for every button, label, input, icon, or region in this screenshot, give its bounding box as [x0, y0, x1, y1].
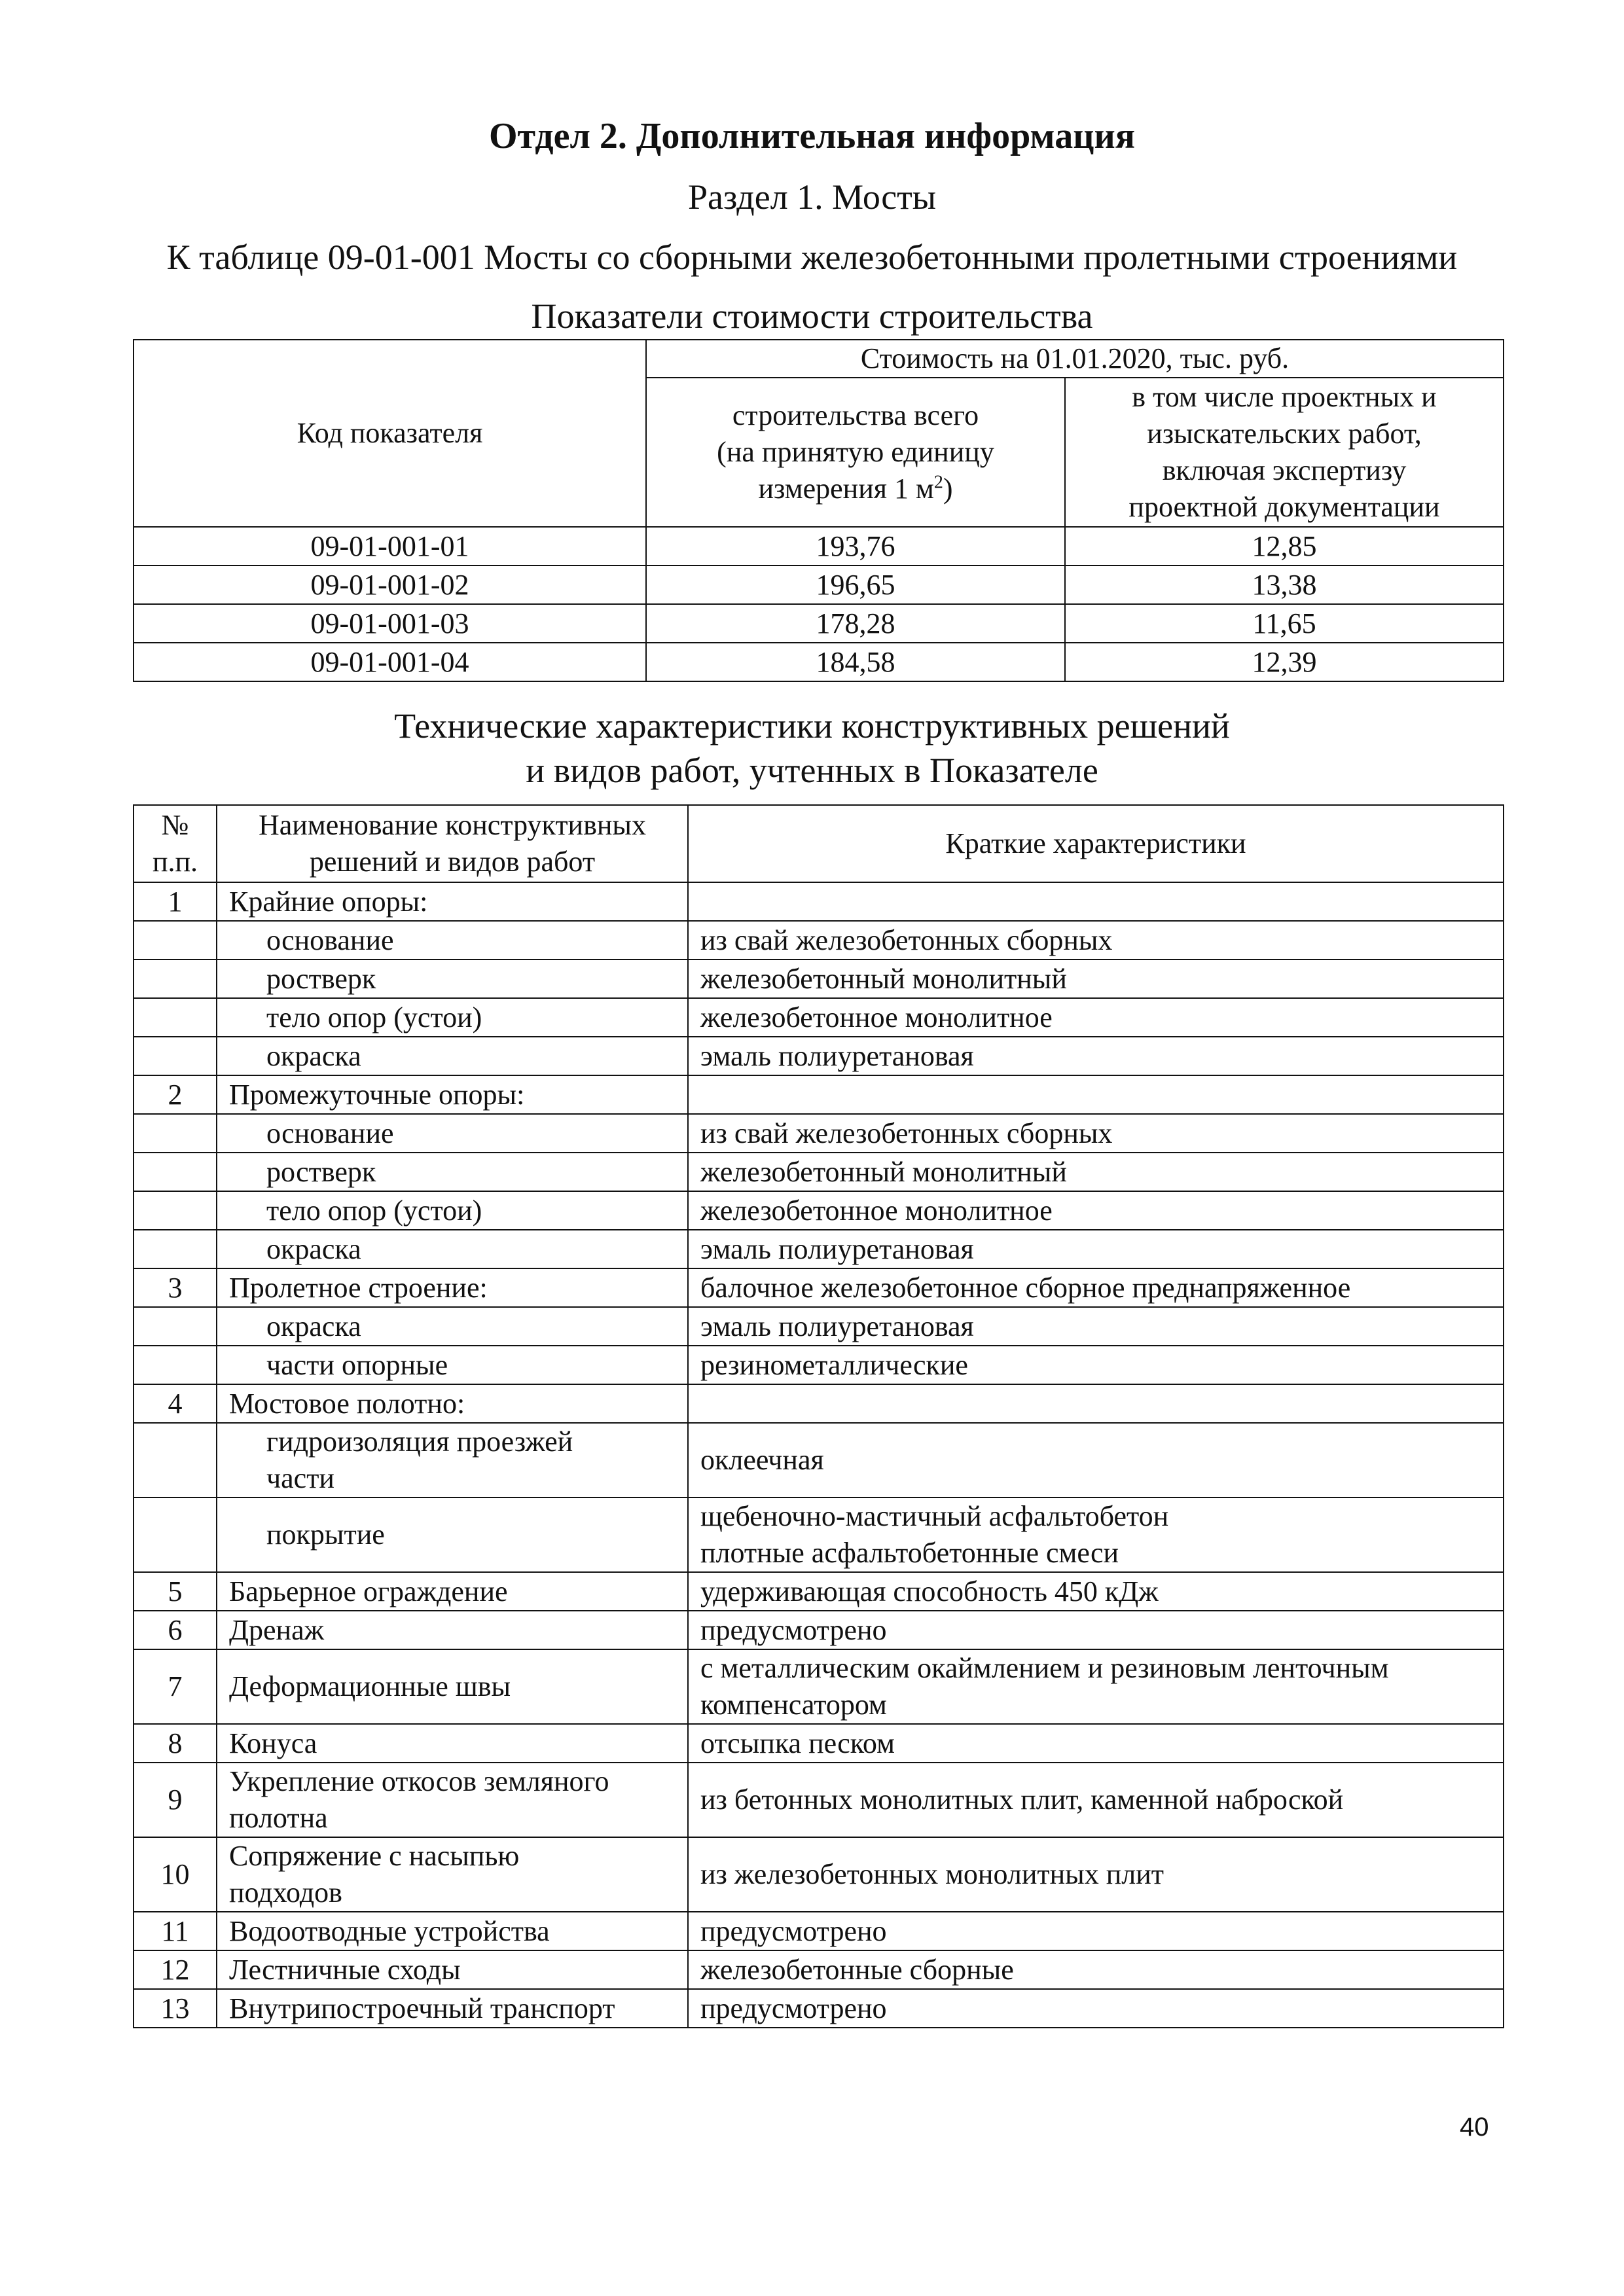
tech-num-cell: 12 — [134, 1950, 217, 1989]
cost-table-body — [134, 527, 1504, 681]
tech-name-line2: части — [266, 1462, 334, 1494]
tech-table-row — [134, 1307, 1504, 1346]
cost-header-total-sup: 2 — [933, 472, 943, 493]
cost-code-cell: 09-01-001-04 — [134, 643, 646, 681]
tech-table-row — [134, 1989, 1504, 2028]
tech-header-name-line2: решений и видов работ — [309, 846, 596, 878]
tech-name-line1: тело опор (устои) — [266, 1001, 482, 1033]
tech-table-row — [134, 1423, 1504, 1498]
page-number: 40 — [1460, 2113, 1489, 2142]
tech-name-cell — [217, 1763, 688, 1837]
tech-name-cell — [217, 1307, 688, 1346]
cost-header-design-line4: проектной документации — [1128, 491, 1440, 523]
tech-name-line1: гидроизоляция проезжей — [266, 1426, 573, 1458]
cost-header-total-line1: строительства всего — [732, 399, 979, 431]
tech-num-cell — [134, 1037, 217, 1075]
tech-name-line1: Крайние опоры: — [229, 885, 428, 918]
tech-table-row — [134, 960, 1504, 998]
tech-table-title-line2: и видов работ, учтенных в Показателе — [526, 751, 1098, 790]
tech-name-cell — [217, 1950, 688, 1989]
tech-desc-line1: резинометаллические — [700, 1348, 968, 1381]
tech-num-cell: 3 — [134, 1268, 217, 1307]
tech-desc-cell — [688, 1498, 1504, 1572]
tech-name-cell — [217, 960, 688, 998]
tech-desc-line2: компенсатором — [700, 1689, 887, 1721]
tech-desc-cell — [688, 1384, 1504, 1423]
tech-desc-line1: балочное железобетонное сборное преднапряженное — [700, 1271, 1351, 1304]
cost-total-cell: 178,28 — [646, 604, 1065, 643]
tech-name-cell — [217, 1989, 688, 2028]
tech-desc-cell — [688, 1037, 1504, 1075]
cost-code-cell: 09-01-001-02 — [134, 565, 646, 604]
tech-num-cell: 10 — [134, 1837, 217, 1912]
tech-desc-cell — [688, 1649, 1504, 1724]
cost-header-total-line3 — [659, 471, 1053, 507]
tech-num-cell — [134, 1153, 217, 1191]
cost-total-cell: 196,65 — [646, 565, 1065, 604]
cost-design-cell: 12,85 — [1065, 527, 1504, 565]
tech-name-line1: покрытие — [266, 1518, 385, 1551]
tech-table-row — [134, 921, 1504, 960]
cost-table-row — [134, 604, 1504, 643]
tech-desc-cell — [688, 1611, 1504, 1649]
tech-name-cell — [217, 921, 688, 960]
tech-table-title — [0, 704, 1624, 793]
tech-name-cell — [217, 1498, 688, 1572]
cost-header-total-tail: ) — [943, 473, 953, 505]
tech-name-line1: основание — [266, 1117, 394, 1149]
tech-num-cell — [134, 1230, 217, 1268]
tech-desc-line1: оклеечная — [700, 1444, 824, 1476]
cost-design-cell: 12,39 — [1065, 643, 1504, 681]
tech-name-line1: Деформационные швы — [229, 1670, 511, 1702]
tech-desc-cell — [688, 921, 1504, 960]
cost-design-cell: 11,65 — [1065, 604, 1504, 643]
department-title: Отдел 2. Дополнительная информация — [488, 116, 1136, 156]
tech-header-desc: Краткие характеристики — [688, 805, 1504, 882]
tech-name-line1: ростверк — [266, 962, 376, 995]
tech-num-cell: 11 — [134, 1912, 217, 1950]
tech-desc-cell — [688, 882, 1504, 921]
tech-name-line1: окраска — [266, 1310, 361, 1342]
tech-desc-line1: железобетонные сборные — [700, 1953, 1014, 1986]
cost-table-row — [134, 527, 1504, 565]
cost-table-row — [134, 565, 1504, 604]
tech-desc-line1: из свай железобетонных сборных — [700, 924, 1113, 956]
tech-name-line1: части опорные — [266, 1348, 448, 1381]
tech-desc-line1: с металлическим окаймлением и резиновым ленточным — [700, 1652, 1389, 1684]
tech-name-cell — [217, 1649, 688, 1724]
tech-num-cell — [134, 1346, 217, 1384]
tech-name-cell — [217, 1230, 688, 1268]
tech-desc-line1: предусмотрено — [700, 1992, 887, 2024]
tech-table-row — [134, 1384, 1504, 1423]
cost-header-code: Код показателя — [134, 340, 646, 527]
cost-header-total-line3-text: измерения 1 м — [758, 473, 934, 505]
tech-name-line2: полотна — [229, 1802, 328, 1834]
tech-name-line1: окраска — [266, 1232, 361, 1265]
tech-name-cell — [217, 1384, 688, 1423]
tech-desc-line1: железобетонный монолитный — [700, 1155, 1067, 1188]
cost-total-cell: 193,76 — [646, 527, 1065, 565]
tech-num-cell: 9 — [134, 1763, 217, 1837]
tech-name-cell — [217, 1572, 688, 1611]
tech-desc-line1: эмаль полиуретановая — [700, 1039, 974, 1072]
tech-table-row — [134, 1346, 1504, 1384]
tech-desc-cell — [688, 1572, 1504, 1611]
cost-header-design-line2: изыскательских работ, — [1147, 418, 1422, 450]
tech-table-row — [134, 1498, 1504, 1572]
tech-table-row — [134, 1611, 1504, 1649]
tech-table — [133, 804, 1504, 2028]
tech-num-cell: 7 — [134, 1649, 217, 1724]
tech-desc-line1: предусмотрено — [700, 1613, 887, 1646]
tech-name-cell — [217, 998, 688, 1037]
tech-name-cell — [217, 1837, 688, 1912]
tech-table-title-line1: Технические характеристики конструктивных решений — [394, 706, 1230, 745]
tech-desc-line1: железобетонный монолитный — [700, 962, 1067, 995]
tech-name-line1: Мостовое полотно: — [229, 1387, 465, 1420]
tech-desc-cell — [688, 1191, 1504, 1230]
tech-num-cell: 5 — [134, 1572, 217, 1611]
tech-num-cell: 4 — [134, 1384, 217, 1423]
tech-name-line1: тело опор (устои) — [266, 1194, 482, 1227]
tech-name-line1: Лестничные сходы — [229, 1953, 461, 1986]
tech-table-row — [134, 1037, 1504, 1075]
tech-table-row — [134, 1230, 1504, 1268]
tech-desc-cell — [688, 1724, 1504, 1763]
tech-name-cell — [217, 1191, 688, 1230]
tech-num-cell — [134, 1191, 217, 1230]
tech-num-cell — [134, 921, 217, 960]
cost-table — [133, 339, 1504, 682]
tech-desc-cell — [688, 1153, 1504, 1191]
tech-name-line1: Укрепление откосов земляного — [229, 1765, 609, 1797]
tech-name-line1: Водоотводные устройства — [229, 1914, 550, 1947]
tech-name-cell — [217, 1075, 688, 1114]
tech-name-cell — [217, 1153, 688, 1191]
tech-name-cell — [217, 1346, 688, 1384]
tech-table-row — [134, 1114, 1504, 1153]
tech-desc-cell — [688, 1346, 1504, 1384]
tech-name-line1: окраска — [266, 1039, 361, 1072]
cost-design-cell: 13,38 — [1065, 565, 1504, 604]
tech-desc-cell — [688, 1837, 1504, 1912]
tech-name-line1: Конуса — [229, 1727, 317, 1759]
tech-desc-line1: отсыпка песком — [700, 1727, 895, 1759]
tech-header-num — [134, 805, 217, 882]
tech-desc-line1: железобетонное монолитное — [700, 1194, 1053, 1227]
tech-num-cell: 8 — [134, 1724, 217, 1763]
tech-table-row — [134, 1572, 1504, 1611]
tech-desc-cell — [688, 1230, 1504, 1268]
cost-code-cell: 09-01-001-01 — [134, 527, 646, 565]
tech-header-num-line1: № — [161, 809, 189, 841]
cost-header-cost: Стоимость на 01.01.2020, тыс. руб. — [646, 340, 1504, 378]
tech-num-cell — [134, 1498, 217, 1572]
tech-num-cell: 2 — [134, 1075, 217, 1114]
tech-desc-cell — [688, 1114, 1504, 1153]
tech-num-cell: 1 — [134, 882, 217, 921]
tech-name-cell — [217, 1912, 688, 1950]
tech-desc-line1: удерживающая способность 450 кДж — [700, 1575, 1159, 1607]
tech-name-line1: Промежуточные опоры: — [229, 1078, 525, 1111]
table-reference: К таблице 09-01-001 Мосты со сборными железобетонными пролетными строениями — [166, 238, 1458, 277]
tech-name-cell — [217, 1268, 688, 1307]
tech-num-cell: 13 — [134, 1989, 217, 2028]
tech-name-line2: подходов — [229, 1876, 342, 1909]
tech-desc-cell — [688, 1989, 1504, 2028]
tech-desc-line1: эмаль полиуретановая — [700, 1310, 974, 1342]
cost-code-cell: 09-01-001-03 — [134, 604, 646, 643]
tech-desc-cell — [688, 998, 1504, 1037]
tech-desc-cell — [688, 1763, 1504, 1837]
tech-name-line1: Сопряжение с насыпью — [229, 1840, 520, 1872]
tech-table-row — [134, 1912, 1504, 1950]
tech-name-line1: Дренаж — [229, 1613, 325, 1646]
tech-header-name — [217, 805, 688, 882]
tech-desc-cell — [688, 1075, 1504, 1114]
tech-name-cell — [217, 1611, 688, 1649]
tech-table-row — [134, 1950, 1504, 1989]
tech-name-line1: Барьерное ограждение — [229, 1575, 508, 1607]
cost-header-design-line3: включая экспертизу — [1162, 454, 1407, 486]
tech-name-line1: основание — [266, 924, 394, 956]
tech-name-cell — [217, 1423, 688, 1498]
tech-table-body — [134, 882, 1504, 2028]
tech-num-cell — [134, 1307, 217, 1346]
section-title: Раздел 1. Мосты — [687, 177, 937, 217]
tech-table-row — [134, 882, 1504, 921]
tech-desc-line1: из бетонных монолитных плит, каменной наброской — [700, 1784, 1344, 1816]
tech-desc-cell — [688, 1307, 1504, 1346]
tech-table-row — [134, 1075, 1504, 1114]
tech-table-row — [134, 1268, 1504, 1307]
tech-table-row — [134, 1649, 1504, 1724]
tech-name-cell — [217, 1114, 688, 1153]
cost-total-cell: 184,58 — [646, 643, 1065, 681]
cost-header-design-line1: в том числе проектных и — [1132, 381, 1437, 413]
tech-name-line1: ростверк — [266, 1155, 376, 1188]
cost-header-design — [1065, 378, 1504, 527]
tech-num-cell — [134, 1114, 217, 1153]
tech-desc-cell — [688, 960, 1504, 998]
cost-header-total — [646, 378, 1065, 527]
tech-name-line1: Пролетное строение: — [229, 1271, 488, 1304]
tech-num-cell: 6 — [134, 1611, 217, 1649]
tech-desc-cell — [688, 1912, 1504, 1950]
tech-num-cell — [134, 998, 217, 1037]
tech-table-row — [134, 1763, 1504, 1837]
tech-num-cell — [134, 960, 217, 998]
cost-table-title: Показатели стоимости строительства — [531, 296, 1093, 336]
tech-name-line1: Внутрипостроечный транспорт — [229, 1992, 615, 2024]
tech-desc-cell — [688, 1423, 1504, 1498]
tech-desc-line1: из свай железобетонных сборных — [700, 1117, 1113, 1149]
tech-desc-line2: плотные асфальтобетонные смеси — [700, 1537, 1119, 1569]
tech-desc-line1: предусмотрено — [700, 1914, 887, 1947]
cost-table-row — [134, 643, 1504, 681]
tech-name-cell — [217, 1037, 688, 1075]
tech-table-row — [134, 998, 1504, 1037]
tech-table-row — [134, 1191, 1504, 1230]
tech-desc-cell — [688, 1268, 1504, 1307]
tech-desc-cell — [688, 1950, 1504, 1989]
tech-desc-line1: щебеночно-мастичный асфальтобетон — [700, 1500, 1169, 1532]
tech-name-cell — [217, 1724, 688, 1763]
tech-header-name-line1: Наименование конструктивных — [259, 809, 646, 841]
tech-desc-line1: железобетонное монолитное — [700, 1001, 1053, 1033]
tech-num-cell — [134, 1423, 217, 1498]
tech-name-cell — [217, 882, 688, 921]
tech-table-row — [134, 1837, 1504, 1912]
tech-desc-line1: эмаль полиуретановая — [700, 1232, 974, 1265]
tech-header-num-line2: п.п. — [152, 846, 198, 878]
cost-header-total-line2: (на принятую единицу — [717, 436, 994, 468]
tech-desc-line1: из железобетонных монолитных плит — [700, 1858, 1164, 1890]
tech-table-row — [134, 1724, 1504, 1763]
tech-table-row — [134, 1153, 1504, 1191]
